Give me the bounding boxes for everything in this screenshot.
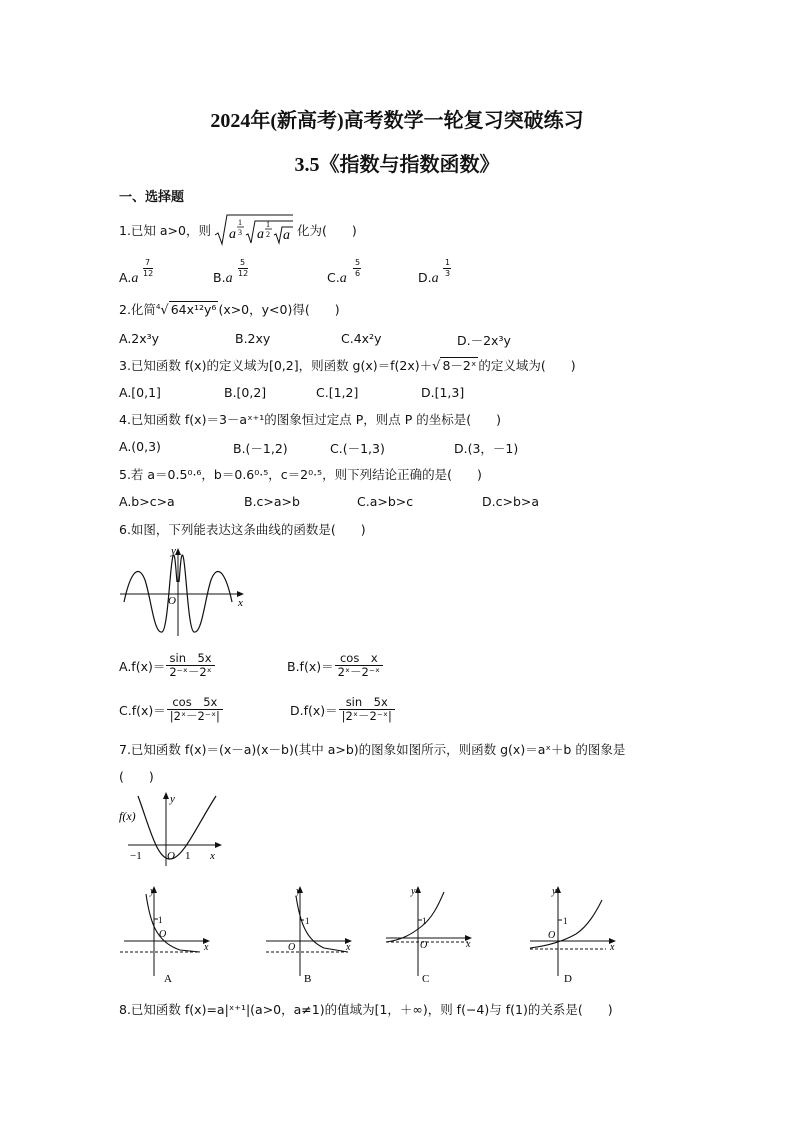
q7-graph-c-x: x: [466, 939, 471, 950]
q3-radicand: 8－2ˣ: [442, 358, 477, 373]
q4-option-a: A.(0,3): [119, 439, 161, 454]
q2-suffix: (x>0，y<0)得( ): [218, 302, 340, 317]
q6-origin-label: O: [168, 595, 176, 607]
q1-option-a-exp-num: 7: [145, 258, 151, 267]
q7-graph-b-label: B: [304, 973, 312, 982]
q2-prefix: 2.化简: [119, 302, 156, 317]
q7-graph-d-label: D: [564, 973, 572, 982]
q7-graph-b-y: y: [296, 886, 301, 897]
q4-option-c: C.(－1,3): [330, 441, 385, 456]
q2-option-d: D.－2x³y: [457, 333, 511, 348]
q6-option-b: B.f(x)＝ $\frac{\text{cos x}}{\text{2ˣ－2⁻ˣ}}$: [287, 652, 384, 679]
q7-parabola: [138, 796, 216, 859]
q1-option-d-exp-num: 1: [445, 258, 451, 267]
question-1: [119, 212, 357, 248]
q7-graph-b: [262, 882, 358, 982]
question-7-line1: 7.已知函数 f(x)＝(x－a)(x－b)(其中 a>b)的图象如图所示，则函数 g(x)＝aˣ＋b 的图象是: [119, 742, 626, 757]
q7-graph-b-o: O: [288, 942, 296, 953]
q7-graph-a-tick: 1: [158, 915, 163, 925]
q1-option-a-exp-den: 12: [143, 269, 154, 278]
q1-base-a2: a: [257, 227, 264, 242]
question-4: 4.已知函数 f(x)＝3－aˣ⁺¹的图象恒过定点 P，则点 P 的坐标是( ): [119, 412, 501, 427]
q7-tick-1: 1: [185, 850, 191, 862]
q7-graph-d-x: x: [610, 942, 615, 953]
q5-option-d: D.c>b>a: [482, 494, 540, 509]
q7-graph-d-o: O: [548, 930, 556, 941]
q1-option-b-exp-num: 5: [240, 258, 246, 267]
question-5: 5.若 a＝0.5⁰·⁶，b＝0.6⁰·⁵，c＝2⁰·⁵，则下列结论正确的是( ): [119, 467, 482, 482]
question-2: 2.化简$^4$√ 64x¹²y⁶ (x>0，y<0)得( ): [119, 302, 340, 318]
q3-option-c: C.[1,2]: [316, 385, 359, 400]
q7-parabola-figure: [118, 788, 224, 866]
q2-radicand: 64x¹²y⁶: [170, 302, 217, 317]
q1-option-b: B.a: [213, 270, 233, 286]
page-subtitle: 3.5《指数与指数函数》: [294, 154, 500, 176]
q1-option-d: D.a: [418, 270, 439, 286]
q3-prefix: 3.已知函数 f(x)的定义域为[0,2]，则函数 g(x)＝f(2x)＋: [119, 358, 433, 373]
q2-option-c: C.4x²y: [341, 331, 382, 346]
q1-options: [119, 258, 679, 288]
page-title: 2024年(新高考)高考数学一轮复习突破练习: [210, 110, 584, 132]
question-8: 8.已知函数 f(x)=a|ˣ⁺¹|(a>0，a≠1)的值域为[1，＋∞)，则 f(−4)与 f(1)的关系是( ): [119, 1002, 613, 1017]
q1-exp-b-den: 2: [266, 230, 270, 239]
q7-x-label: x: [210, 850, 215, 862]
q7-fx-label: f(x): [119, 809, 136, 823]
q3-option-d: D.[1,3]: [421, 385, 465, 400]
q7-graph-b-tick: 1: [305, 916, 310, 926]
q1-exp-a-den: 3: [238, 228, 242, 237]
q1-option-c: C.a: [327, 270, 347, 286]
q1-prefix: 1.已知 a>0，则: [119, 223, 211, 238]
q7-tick-minus1: −1: [130, 850, 142, 862]
q1-option-d-exp-den: 3: [445, 269, 451, 278]
question-7-line2: ( ): [119, 769, 154, 784]
q7-graph-b-x: x: [346, 942, 351, 953]
q1-option-b-exp-den: 12: [238, 269, 249, 278]
q7-graph-a-o: O: [159, 929, 167, 940]
q7-graph-c: [382, 882, 478, 982]
q4-option-b: B.(－1,2): [233, 441, 288, 456]
q7-y-label: y: [170, 793, 175, 805]
q3-suffix: 的定义域为( ): [478, 358, 576, 373]
q1-option-c-exp-num: 5: [355, 258, 361, 267]
q7-graph-c-label: C: [422, 973, 430, 982]
q7-graph-c-o: O: [420, 940, 428, 951]
q1-nested-radical: [213, 213, 295, 247]
q5-option-a: A.b>c>a: [119, 494, 175, 509]
q2-root-index: 4: [155, 302, 161, 311]
q2-option-b: B.2xy: [235, 331, 271, 346]
q6-curve-figure: [118, 542, 250, 638]
section-heading: 一、选择题: [119, 190, 185, 205]
q7-origin-label: O: [167, 850, 175, 862]
q5-option-b: B.c>a>b: [244, 494, 300, 509]
q1-suffix: 化为( ): [297, 223, 357, 238]
q7-graph-a: [120, 882, 216, 982]
q1-option-c-exp-den: 6: [355, 269, 361, 278]
q1-base-a1: a: [229, 227, 236, 242]
q4-option-d: D.(3，－1): [454, 441, 519, 456]
q7-graph-d-tick: 1: [563, 916, 568, 926]
q6-x-label: x: [238, 597, 243, 609]
q1-exp-b-num: 1: [266, 220, 270, 229]
q6-y-label: y: [171, 545, 176, 557]
q5-option-c: C.a>b>c: [357, 494, 414, 509]
q7-graph-a-y: y: [150, 886, 155, 897]
question-3: 3.已知函数 f(x)的定义域为[0,2]，则函数 g(x)＝f(2x)＋√ 8－2ˣ 的定义域为( ): [119, 358, 576, 374]
q2-option-a: A.2x³y: [119, 331, 160, 346]
q7-graph-d-y: y: [552, 886, 557, 897]
q1-base-a3: a: [283, 228, 290, 243]
q3-option-b: B.[0,2]: [224, 385, 267, 400]
q1-option-a: A.a: [119, 270, 139, 286]
q1-exp-a-num: 1: [238, 218, 242, 227]
q7-graph-c-y: y: [411, 886, 416, 897]
question-6: 6.如图，下列能表达这条曲线的函数是( ): [119, 522, 366, 537]
q7-graph-a-label: A: [164, 973, 172, 982]
q6-option-d: D.f(x)＝ $\frac{\sin 5x}{\text{|2ˣ－2⁻ˣ|}}$: [290, 696, 396, 723]
q7-graph-c-tick: 1: [422, 916, 427, 926]
q7-graph-d: [526, 882, 622, 982]
q6-option-c: C.f(x)＝ $\frac{\cos 5x}{\text{|2ˣ－2⁻ˣ|}}$: [119, 696, 224, 723]
q3-option-a: A.[0,1]: [119, 385, 161, 400]
q6-option-a: A.f(x)＝ $\frac{\sin 5x}{\text{2⁻ˣ－2ˣ}}$: [119, 652, 216, 679]
q7-graph-a-x: x: [204, 942, 209, 953]
